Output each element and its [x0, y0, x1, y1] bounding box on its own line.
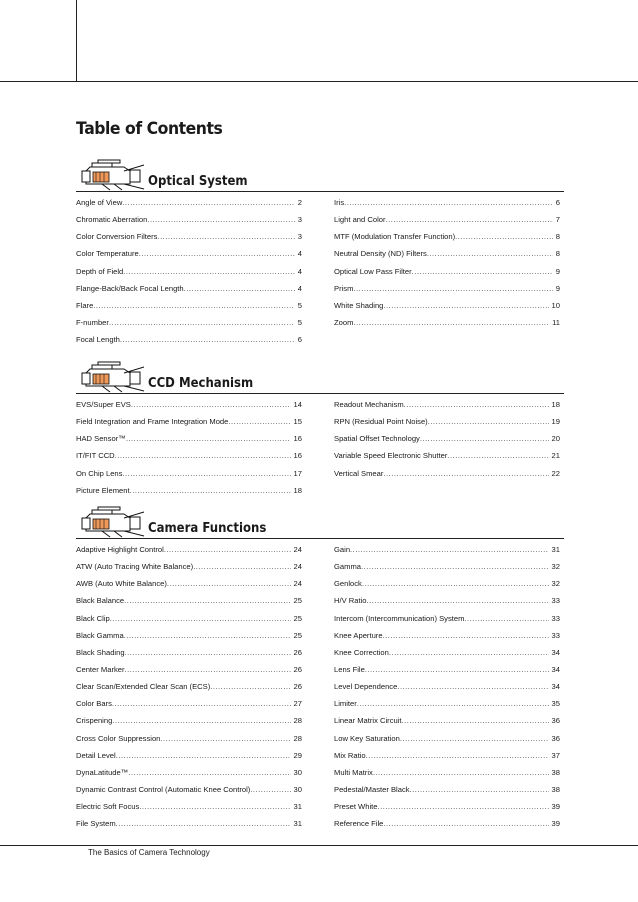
dot-leader — [428, 417, 549, 426]
toc-entry[interactable] — [334, 699, 560, 716]
toc-entry-title: Knee Correction — [334, 647, 389, 657]
toc-entry-title: Clear Scan/Extended Clear Scan (ECS) — [76, 682, 211, 692]
toc-entry-page: 28 — [293, 716, 302, 726]
toc-entry-title: Color Conversion Filters — [76, 232, 158, 242]
dot-leader — [420, 434, 549, 443]
toc-entry-page: 26 — [293, 664, 302, 674]
dot-leader — [115, 451, 291, 460]
toc-entry-title: Crispening — [76, 716, 113, 726]
dot-leader — [389, 648, 549, 657]
toc-entry[interactable] — [334, 301, 560, 318]
dot-leader — [386, 215, 553, 224]
toc-entry-page: 27 — [293, 699, 302, 709]
dot-leader — [402, 716, 549, 725]
toc-entry-title: Level Dependence — [334, 682, 398, 692]
toc-entry[interactable] — [334, 596, 560, 613]
toc-entry-title: Center Marker — [76, 664, 125, 674]
toc-entry[interactable] — [334, 631, 560, 648]
section-title: CCD Mechanism — [148, 376, 254, 391]
section-camera-functions — [76, 504, 564, 829]
dot-leader — [361, 562, 549, 571]
toc-entry[interactable] — [76, 579, 302, 596]
dot-leader — [210, 682, 290, 691]
dot-leader — [160, 734, 290, 743]
toc-entry-page: 30 — [293, 767, 302, 777]
toc-entry-title: Prism — [334, 283, 354, 293]
toc-entry[interactable] — [76, 215, 302, 232]
toc-entry-title: F-number — [76, 317, 109, 327]
toc-entry-page: 34 — [551, 664, 560, 674]
toc-entry-page: 35 — [551, 699, 560, 709]
toc-entry[interactable] — [334, 451, 560, 468]
toc-entry-page: 24 — [293, 562, 302, 572]
toc-entry[interactable] — [76, 648, 302, 665]
toc-column-left — [76, 400, 302, 503]
toc-entry[interactable] — [334, 614, 560, 631]
toc-entry-title: Knee Aperture — [334, 630, 383, 640]
toc-entry-title: Linear Matrix Circuit — [334, 716, 402, 726]
dot-leader — [344, 198, 553, 207]
section-title: Optical System — [148, 174, 248, 189]
toc-entry-title: H/V Ratio — [334, 596, 367, 606]
toc-entry-title: Pedestal/Master Black — [334, 784, 410, 794]
toc-entry-title: Readout Mechanism — [334, 400, 404, 409]
dot-leader — [93, 301, 294, 310]
toc-entry-title: Iris — [334, 198, 345, 207]
toc-entry[interactable] — [76, 682, 302, 699]
dot-leader — [164, 545, 291, 554]
dot-leader — [447, 451, 548, 460]
toc-entry-title: Black Clip — [76, 613, 110, 623]
toc-entry-page: 4 — [297, 283, 302, 293]
toc-entry-title: Multi Matrix — [334, 767, 373, 777]
toc-entry-title: Color Bars — [76, 699, 112, 709]
toc-entry-page: 16 — [293, 434, 302, 444]
dot-leader — [366, 751, 549, 760]
toc-entry-title: Electric Soft Focus — [76, 802, 140, 812]
toc-entry[interactable] — [76, 400, 302, 417]
dot-leader — [122, 469, 290, 478]
toc-entry-title: Optical Low Pass Filter — [334, 266, 412, 276]
toc-entry-title: Low Key Saturation — [334, 733, 400, 743]
dot-leader — [193, 562, 290, 571]
dot-leader — [124, 631, 291, 640]
toc-entry[interactable] — [76, 198, 302, 215]
toc-entry-title: Color Temperature — [76, 249, 139, 259]
toc-entry-page: 6 — [555, 198, 560, 207]
toc-entry-page: 33 — [551, 596, 560, 606]
toc-entry-title: Limiter — [334, 699, 357, 709]
toc-entry[interactable] — [76, 562, 302, 579]
dot-leader — [350, 545, 549, 554]
section-header — [76, 504, 564, 539]
toc-entry-title: Mix Ratio — [334, 750, 366, 760]
toc-entry[interactable] — [334, 400, 560, 417]
toc-entry[interactable] — [76, 232, 302, 249]
toc-column-right — [334, 400, 560, 486]
dot-leader — [383, 819, 548, 828]
toc-entry-page: 22 — [551, 468, 560, 478]
toc-entry[interactable] — [334, 734, 560, 751]
toc-entry-page: 4 — [297, 266, 302, 276]
toc-entry-page: 4 — [297, 249, 302, 259]
toc-entry-page: 34 — [551, 647, 560, 657]
toc-entry-title: Gain — [334, 545, 351, 554]
toc-entry-title: Black Gamma — [76, 630, 124, 640]
dot-leader — [130, 486, 291, 495]
toc-entry[interactable] — [76, 631, 302, 648]
toc-entry[interactable] — [76, 417, 302, 434]
dot-leader — [131, 400, 291, 409]
toc-entry-title: Dynamic Contrast Control (Automatic Knee Control) — [76, 784, 251, 794]
toc-entry-title: Angle of View — [76, 198, 123, 207]
dot-leader — [139, 249, 295, 258]
dot-leader — [412, 267, 553, 276]
toc-entry-title: Reference File — [334, 819, 384, 829]
toc-entry[interactable] — [76, 785, 302, 802]
dot-leader — [147, 215, 294, 224]
dot-leader — [116, 819, 291, 828]
toc-entry-page: 28 — [293, 733, 302, 743]
toc-entry[interactable] — [334, 545, 560, 562]
toc-entry[interactable] — [334, 249, 560, 266]
dot-leader — [126, 434, 291, 443]
toc-entry-page: 9 — [555, 283, 560, 293]
toc-entry-page: 25 — [293, 630, 302, 640]
toc-entry-page: 33 — [551, 630, 560, 640]
toc-entry-page: 6 — [297, 335, 302, 345]
dot-leader — [139, 802, 290, 811]
toc-entry-page: 33 — [551, 613, 560, 623]
toc-entry-page: 32 — [551, 579, 560, 589]
toc-entry-page: 9 — [555, 266, 560, 276]
toc-entry[interactable] — [76, 614, 302, 631]
toc-entry-title: Vertical Smear — [334, 468, 384, 478]
toc-entry-page: 17 — [293, 468, 302, 478]
toc-entry[interactable] — [334, 284, 560, 301]
toc-entry[interactable] — [334, 318, 560, 335]
toc-entry-page: 38 — [551, 767, 560, 777]
toc-entry-page: 2 — [297, 198, 302, 207]
toc-entry-title: Field Integration and Frame Integration Mode — [76, 417, 229, 427]
dot-leader — [109, 318, 295, 327]
toc-entry-title: AWB (Auto White Balance) — [76, 579, 167, 589]
toc-entry[interactable] — [334, 469, 560, 486]
toc-entry-page: 16 — [293, 451, 302, 461]
toc-entry-page: 24 — [293, 579, 302, 589]
toc-entry-page: 29 — [293, 750, 302, 760]
toc-entry-title: RPN (Residual Point Noise) — [334, 417, 428, 427]
dot-leader — [410, 785, 549, 794]
toc-column-left — [76, 545, 302, 836]
toc-entry-page: 15 — [293, 417, 302, 427]
dot-leader — [377, 802, 548, 811]
dot-leader — [125, 648, 291, 657]
toc-entry-title: Preset White — [334, 802, 378, 812]
dot-leader — [167, 579, 291, 588]
toc-entry-page: 18 — [551, 400, 560, 409]
toc-entry[interactable] — [76, 451, 302, 468]
toc-entry[interactable] — [76, 734, 302, 751]
toc-entry-page: 24 — [293, 545, 302, 554]
toc-entry[interactable] — [76, 249, 302, 266]
section-header — [76, 157, 564, 192]
toc-entry-title: Picture Element — [76, 485, 130, 495]
toc-entry-title: Genlock — [334, 579, 362, 589]
dot-leader — [116, 751, 291, 760]
toc-entry[interactable] — [334, 682, 560, 699]
toc-entry-title: HAD Sensor™ — [76, 434, 126, 444]
toc-entry-title: Spatial Offset Technology — [334, 434, 420, 444]
toc-entry[interactable] — [334, 819, 560, 836]
toc-entry[interactable] — [334, 802, 560, 819]
toc-entry-page: 31 — [551, 545, 560, 554]
toc-entry[interactable] — [76, 284, 302, 301]
toc-entry[interactable] — [76, 434, 302, 451]
toc-entry[interactable] — [76, 768, 302, 785]
toc-entry-title: White Shading — [334, 300, 384, 310]
section-title: Camera Functions — [148, 521, 267, 536]
toc-entry-title: On Chip Lens — [76, 468, 123, 478]
section-ccd-mechanism — [76, 359, 564, 495]
toc-entry[interactable] — [334, 267, 560, 284]
toc-entry[interactable] — [76, 802, 302, 819]
toc-entry[interactable] — [334, 434, 560, 451]
toc-entry-title: MTF (Modulation Transfer Function) — [334, 232, 456, 242]
toc-entry-page: 3 — [297, 232, 302, 242]
toc-entry[interactable] — [334, 562, 560, 579]
toc-entry-page: 32 — [551, 562, 560, 572]
toc-entry-page: 19 — [551, 417, 560, 427]
toc-entry-title: ATW (Auto Tracing White Balance) — [76, 562, 194, 572]
toc-entry-page: 31 — [293, 819, 302, 829]
toc-entry-page: 37 — [551, 750, 560, 760]
footer-rule — [0, 845, 638, 846]
toc-entry-title: Variable Speed Electronic Shutter — [334, 451, 448, 461]
toc-entry[interactable] — [334, 716, 560, 733]
toc-entry-title: Cross Color Suppression — [76, 733, 161, 743]
toc-entry[interactable] — [76, 699, 302, 716]
toc-entry[interactable] — [76, 751, 302, 768]
toc-entry-title: Flange-Back/Back Focal Length — [76, 283, 184, 293]
dot-leader — [184, 284, 295, 293]
toc-entry-title: Chromatic Aberration — [76, 215, 148, 225]
toc-column-left — [76, 198, 302, 352]
toc-entry-title: Flare — [76, 300, 94, 310]
dot-leader — [373, 768, 549, 777]
dot-leader — [404, 400, 549, 409]
dot-leader — [362, 579, 549, 588]
toc-entry-page: 11 — [552, 317, 560, 327]
toc-entry-title: Focal Length — [76, 335, 120, 345]
toc-entry[interactable] — [76, 819, 302, 836]
toc-entry-title: Intercom (Intercommunication) System — [334, 613, 465, 623]
dot-leader — [365, 665, 549, 674]
dot-leader — [120, 335, 295, 344]
toc-column-right — [334, 545, 560, 836]
toc-entry[interactable] — [76, 267, 302, 284]
toc-entry-page: 26 — [293, 682, 302, 692]
toc-entry-title: EVS/Super EVS — [76, 400, 131, 409]
toc-entry[interactable] — [76, 469, 302, 486]
toc-entry-page: 20 — [551, 434, 560, 444]
toc-entry[interactable] — [76, 545, 302, 562]
dot-leader — [353, 318, 549, 327]
toc-entry-page: 38 — [551, 784, 560, 794]
toc-entry-page: 36 — [551, 716, 560, 726]
dot-leader — [228, 417, 290, 426]
toc-entry-page: 10 — [551, 300, 560, 310]
toc-entry-page: 18 — [293, 485, 302, 495]
toc-entry-page: 39 — [551, 819, 560, 829]
toc-entry[interactable] — [76, 596, 302, 613]
toc-entry-title: IT/FIT CCD — [76, 451, 115, 461]
toc-entry[interactable] — [76, 335, 302, 352]
dot-leader — [124, 596, 290, 605]
toc-entry-page: 8 — [555, 249, 560, 259]
toc-entry-page: 14 — [293, 400, 302, 409]
dot-leader — [367, 596, 549, 605]
toc-entry-page: 26 — [293, 647, 302, 657]
toc-entry-title: Adaptive Highlight Control — [76, 545, 164, 554]
toc-entry-page: 7 — [555, 215, 560, 225]
dot-leader — [112, 699, 291, 708]
toc-entry[interactable] — [334, 785, 560, 802]
toc-entry-title: Light and Color — [334, 215, 386, 225]
dot-leader — [383, 301, 548, 310]
dot-leader — [464, 614, 548, 623]
dot-leader — [125, 665, 291, 674]
dot-leader — [123, 267, 294, 276]
toc-entry[interactable] — [334, 198, 560, 215]
margin-vertical-rule — [76, 0, 77, 81]
toc-entry-page: 31 — [293, 802, 302, 812]
toc-entry[interactable] — [76, 318, 302, 335]
toc-column-right — [334, 198, 560, 335]
toc-entry[interactable] — [334, 768, 560, 785]
toc-entry-page: 34 — [551, 682, 560, 692]
toc-entry-page: 25 — [293, 596, 302, 606]
toc-entry-title: Zoom — [334, 317, 354, 327]
toc-entry-title: Neutral Density (ND) Filters — [334, 249, 427, 259]
dot-leader — [122, 198, 294, 207]
dot-leader — [383, 631, 549, 640]
toc-entry[interactable] — [334, 665, 560, 682]
toc-entry[interactable] — [334, 232, 560, 249]
dot-leader — [357, 699, 549, 708]
toc-entry[interactable] — [334, 648, 560, 665]
toc-entry-page: 36 — [551, 733, 560, 743]
dot-leader — [397, 682, 548, 691]
toc-entry[interactable] — [76, 716, 302, 733]
toc-entry-page: 30 — [293, 784, 302, 794]
toc-entry-page: 25 — [293, 613, 302, 623]
toc-entry-title: DynaLatitude™ — [76, 767, 129, 777]
toc-entry[interactable] — [76, 486, 302, 503]
toc-entry-title: Detail Level — [76, 750, 116, 760]
page-footer: The Basics of Camera Technology — [88, 848, 210, 857]
dot-leader — [427, 249, 553, 258]
toc-entry[interactable] — [334, 417, 560, 434]
toc-entry-page: 21 — [551, 451, 560, 461]
dot-leader — [110, 614, 291, 623]
toc-entry-title: Depth of Field — [76, 266, 124, 276]
toc-entry-title: File System — [76, 819, 116, 829]
toc-entry-title: Black Shading — [76, 647, 125, 657]
dot-leader — [455, 232, 553, 241]
toc-entry[interactable] — [334, 751, 560, 768]
toc-entry-page: 5 — [297, 317, 302, 327]
page-title: Table of Contents — [76, 119, 223, 139]
toc-entry-title: Black Balance — [76, 596, 125, 606]
dot-leader — [112, 716, 290, 725]
toc-entry-title: Gamma — [334, 562, 362, 572]
dot-leader — [128, 768, 290, 777]
toc-entry-page: 8 — [555, 232, 560, 242]
dot-leader — [383, 469, 548, 478]
dot-leader — [400, 734, 549, 743]
header-rule — [0, 81, 638, 82]
dot-leader — [157, 232, 294, 241]
toc-entry-page: 5 — [297, 300, 302, 310]
toc-entry-title: Lens File — [334, 664, 365, 674]
toc-entry[interactable] — [334, 215, 560, 232]
toc-entry[interactable] — [76, 665, 302, 682]
toc-entry-page: 39 — [551, 802, 560, 812]
section-optical-system — [76, 157, 564, 345]
toc-entry[interactable] — [334, 579, 560, 596]
dot-leader — [353, 284, 552, 293]
toc-entry-page: 3 — [297, 215, 302, 225]
dot-leader — [250, 785, 290, 794]
toc-entry[interactable] — [76, 301, 302, 318]
section-header — [76, 359, 564, 394]
